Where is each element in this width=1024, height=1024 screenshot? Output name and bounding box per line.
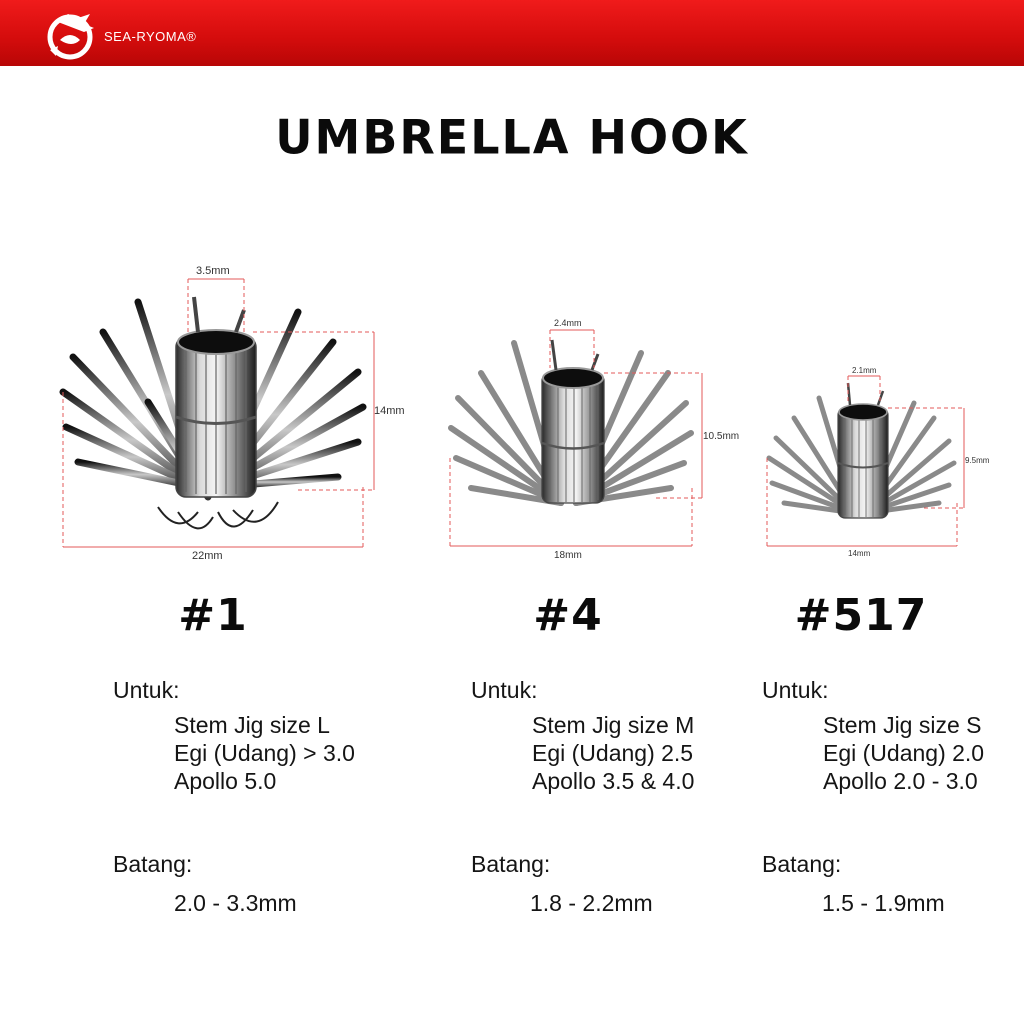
brand-name: SEA-RYOMA® [104,29,197,44]
untuk-list [174,711,355,795]
untuk-list [532,711,694,795]
batang-value: 1.8 - 2.2mm [530,890,653,916]
untuk-item: Apollo 3.5 & 4.0 [532,768,695,794]
batang-label: Batang: [113,851,193,877]
untuk-item: Stem Jig size L [174,712,330,738]
untuk-item: Apollo 2.0 - 3.0 [823,768,978,794]
height-dimension-label: 9.5mm [965,456,990,465]
top-dimension-label: 2.1mm [852,366,877,375]
untuk-list [823,711,984,795]
header-bar [0,0,1024,66]
untuk-item: Stem Jig size S [823,712,982,738]
untuk-label: Untuk: [471,677,538,703]
untuk-item: Egi (Udang) 2.5 [532,740,694,766]
width-dimension-label: 14mm [848,549,871,558]
batang-label: Batang: [762,851,842,877]
batang-value: 1.5 - 1.9mm [822,890,945,916]
page-title: UMBRELLA HOOK [275,109,749,165]
untuk-label: Untuk: [113,677,180,703]
height-dimension-label: 10.5mm [703,431,740,442]
product-code-4: #4 [533,590,603,641]
top-dimension-label: 2.4mm [554,318,582,328]
hook-image-517 [764,363,1024,563]
untuk-item: Stem Jig size M [532,712,695,738]
untuk-item: Apollo 5.0 [174,768,277,794]
height-dimension-label: 14mm [374,405,405,417]
batang-value: 2.0 - 3.3mm [174,890,297,916]
untuk-label: Untuk: [762,677,829,703]
untuk-item: Egi (Udang) > 3.0 [174,740,355,766]
hook-image-1 [58,262,405,562]
dragon-logo-icon [44,10,100,60]
width-dimension-label: 18mm [554,550,582,561]
product-code-1: #1 [178,590,248,641]
untuk-item: Egi (Udang) 2.0 [823,740,985,766]
product-code-517: #517 [794,590,928,641]
hook-image-4 [446,318,746,563]
batang-label: Batang: [471,851,551,877]
width-dimension-label: 22mm [192,550,223,562]
top-dimension-label: 3.5mm [196,265,230,277]
